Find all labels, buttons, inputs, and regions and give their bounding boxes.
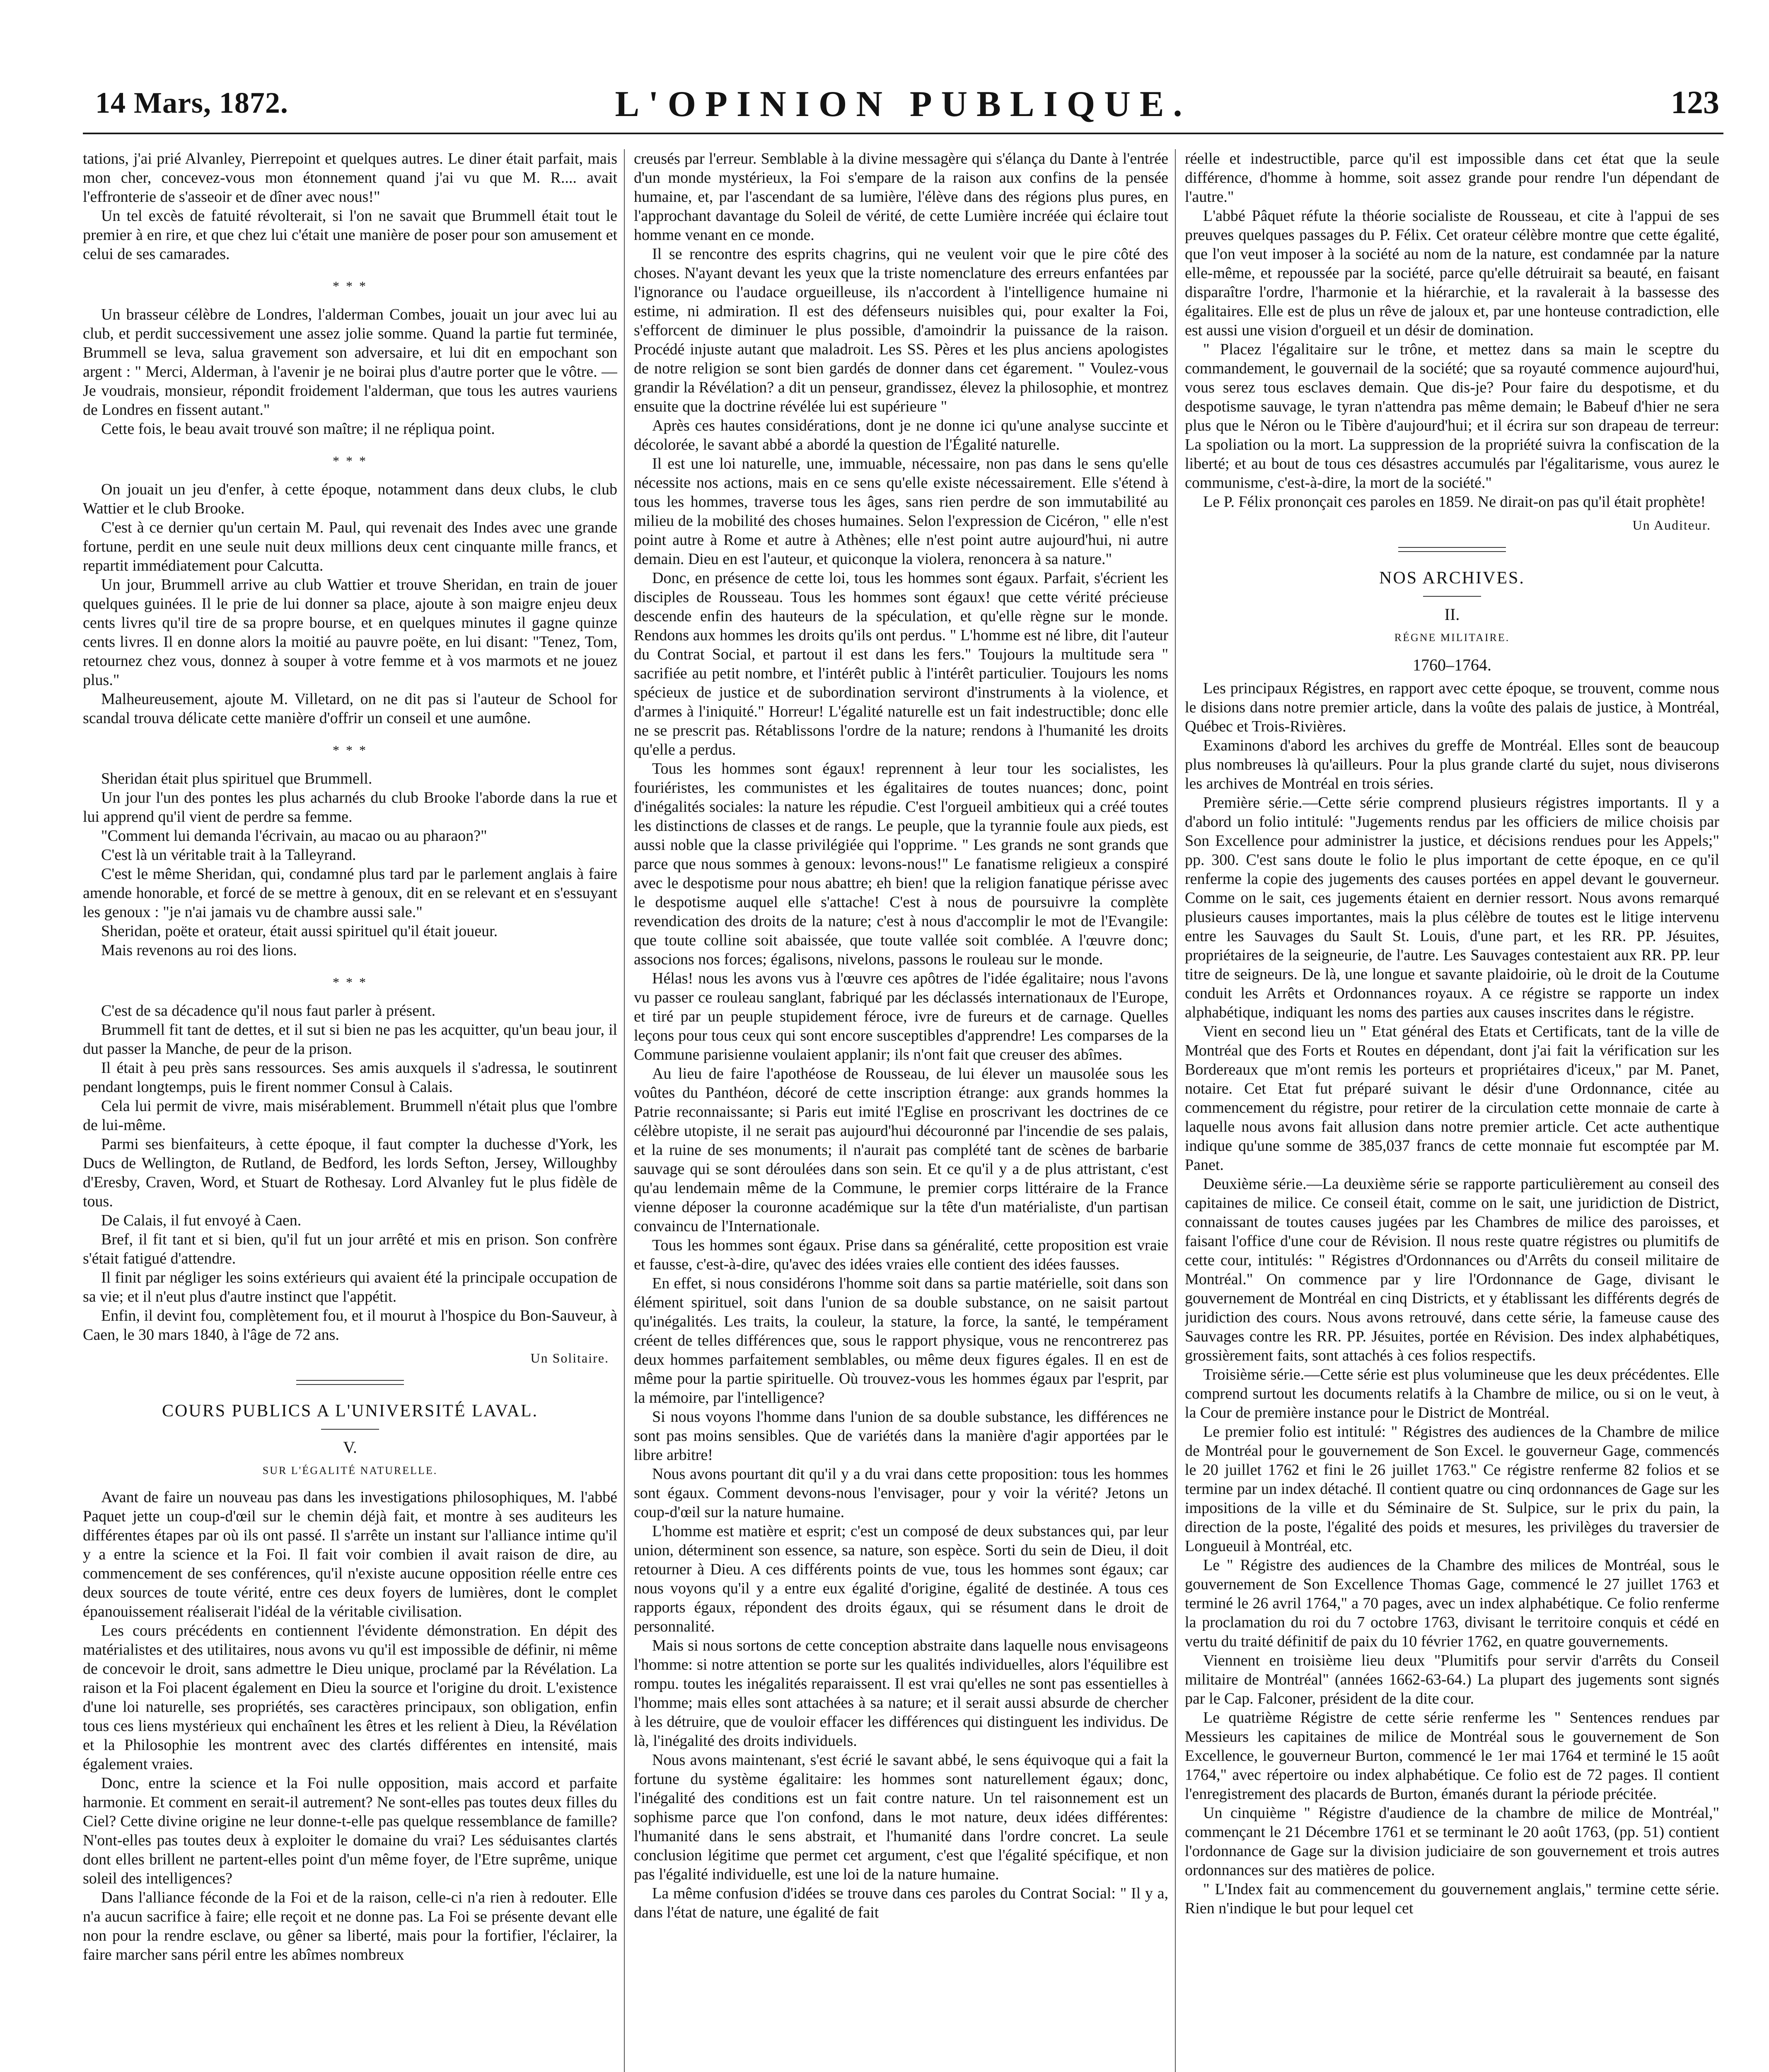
paragraph: Bref, il fit tant et si bien, qu'il fut un jour arrêté et mis en prison. Son confrère s'était fatigué d'attendre. [83,1231,617,1267]
paragraph: Les principaux Régistres, en rapport avec cette époque, se trouvent, comme nous le disions dans notre premier article, dans la voûte des palais de justice, à Montréal, Québec et Trois-Rivières. [1185,680,1719,735]
paragraph: Tous les hommes sont égaux! reprennent à leur tour les socialistes, les fouriéristes, les communistes et les égalitaires de toutes nuances; donc, point d'inégalités sociales: la nature les répudie. C'est l'orgueil ambitieux qui a créé toutes les distinctions de classes et de rangs. Le peuple, que la tyrannie foule aux pieds, est aussi noble que la classe privilégiée qui l'opprime. " Les grands ne sont grands que parce que nous sommes à genoux: levons-nous!" Le fanatisme religieux a conspiré avec le despotisme pour nous abattre; eh bien! que la religion fanatique périsse avec le despotisme auquel elle s'attache! C'est à nous de poursuivre la complète revendication des droits de la nature; c'est à nous d'accomplir le mot de l'Evangile: que toute colline soit abaissée, que toute vallée soit comblée. A l'œuvre donc; associons nos forces; égalisons, nivelons, passons le rouleau sur le monde. [634,760,1168,968]
article-heading: NOS ARCHIVES. [1379,569,1525,588]
paragraph: Un cinquième " Régistre d'audience de la chambre de milice de Montréal," commençant le 21 Décembre 1761 et se terminant le 20 août 1763, (pp. 51) contient l'ordonnance de Gage sur la division judiciaire de son gouvernement et trois autres ordonnances sur des matières de police. [1185,1804,1719,1879]
paragraph: C'est de sa décadence qu'il nous faut parler à présent. [101,1002,436,1019]
paragraph: Enfin, il devint fou, complètement fou, et il mourut à l'hospice du Bon-Sauveur, à Caen, le 30 mars 1840, à l'âge de 72 ans. [83,1307,617,1343]
paragraph: Troisième série.—Cette série est plus volumineuse que les deux précédentes. Elle comprend surtout les documents relatifs à la Chambre de milice, ou si on le veut, à la Cour de première instance pour le District de Montréal. [1185,1366,1719,1421]
paragraph: creusés par l'erreur. Semblable à la divine messagère qui s'élança du Dante à l'entrée d'un monde mystérieux, la Foi s'empare de la raison aux confins de la pensée humaine, et, par l'ascendant de sa lumière, l'élève dans des régions plus pures, en l'approchant davantage du Soleil de vérité, de cette Lumière incréée qui éclaire tout homme venant en ce monde. [634,150,1168,244]
paragraph: Brummell fit tant de dettes, et il sut si bien ne pas les acquitter, qu'un beau jour, il dut passer la Manche, de peur de la prison. [83,1021,617,1058]
masthead [83,83,1723,134]
paragraph: Mais si nous sortons de cette conception abstraite dans laquelle nous envisageons l'homme: si notre attention se porte sur les qualités individuelles, alors l'équilibre est rompu. toutes les inégalités reparaissent. Il est vrai qu'elles ne sont pas essentielles à l'homme; mais elles sont attachées à sa nature; et il serait aussi absurde de chercher à les détruire, que de vouloir effacer les différences qui distinguent les individus. De là, l'inégalité des droits individuels. [634,1637,1168,1750]
divider [321,1429,379,1430]
paragraph: C'est le même Sheridan, qui, condamné plus tard par le parlement anglais à faire amende honorable, et forcé de se mettre à genoux, dit en se relevant et en s'essuyant les genoux : "je n'ai jamais vu de chambre aussi sale." [83,865,617,921]
page-number: 123 [1671,84,1719,120]
paragraph: Les cours précédents en contiennent l'évidente démonstration. En dépit des matérialistes et des utilitaires, nous avons vu qu'il est impossible de définir, ni même de concevoir le droit, sans admettre le Dieu unique, proclamé par la Révélation. La raison et la Foi placent également en Dieu la source et l'origine du droit. L'existence d'une loi naturelle, ses propriétés, ses caractères principaux, son obligation, enfin tous ces liens mystérieux qui enchaînent les êtres et les relient à Dieu, la Révélation et la Philosophie les montrent avec des clartés différentes en intensité, mais également vraies. [83,1622,617,1773]
paragraph: Mais revenons au roi des lions. [101,942,297,959]
divider [296,1380,404,1385]
paragraph: Première série.—Cette série comprend plusieurs régistres importants. Il y a d'abord un folio intitulé: "Jugements rendus par les officiers de milice choisis par Son Excellence pour administrer la justice, et décisions rendues pour les Appels;" pp. 300. C'est sans doute le folio le plus important de cette époque, en ce qu'il renferme la copie des jugements des causes portées en appel devant le gouverneur. Comme on le sait, ces jugements étaient en dernier ressort. Nous avons remarqué plusieurs causes importantes, mais la plus célèbre de toutes est le litige intervenu entre les Sauvages du Sault St. Louis, d'une part, et les RR. PP. Jésuites, propriétaires de la seigneurie, de l'autre. Les Sauvages contestaient aux RR. PP. leur titre de seigneurs. De là, une longue et savante plaidoirie, où le droit de la Coutume conduit les Arrêts et Ordonnances royaux. A ce régistre se rapporte un index alphabétique, indiquant les noms des parties aux causes inscrites dans le régistre. [1185,794,1719,1021]
paragraph: "Comment lui demanda l'écrivain, au macao ou au pharaon?" [101,827,487,845]
paragraph: Sheridan était plus spirituel que Brummell. [101,770,372,787]
paragraph: Cette fois, le beau avait trouvé son maître; il ne répliqua point. [101,420,495,438]
paragraph: Sheridan, poëte et orateur, était aussi spirituel qu'il était joueur. [101,922,498,940]
section-separator: * * * [333,453,367,468]
paragraph: Le quatrième Régistre de cette série renferme les " Sentences rendues par Messieurs les capitaines de milice de Montréal sous le gouvernement de Son Excellence, le gouverneur Burton, commencé le 1er mai 1764 et terminé le 15 août 1764," avec répertoire ou index alphabétique. Ce folio est de 72 pages. Il contient l'enregistrement des placards de Burton, émanés durant la période précitée. [1185,1709,1719,1803]
paragraph: Un jour l'un des pontes les plus acharnés du club Brooke l'aborde dans la rue et lui apprend qu'il vient de perdre sa femme. [83,789,617,825]
paragraph: Le premier folio est intitulé: " Régistres des audiences de la Chambre de milice de Montréal pour le gouvernement de Son Excel. le gouverneur Gage, commencés le 20 juillet 1762 et fini le 26 juillet 1763." Ce régistre renferme 82 folios et se termine par un index détaché. Il contient quatre ou cinq ordonnances de Gage sur les impositions de la ville et du Séminaire de St. Sulpice, sur le prix du pain, la direction de la poste, l'égalité des poids et mesures, les privilèges du traversier de Longueuil à Montréal, etc. [1185,1423,1719,1555]
paragraph: Vient en second lieu un " Etat général des Etats et Certificats, tant de la ville de Montréal que des Forts et Routes en dépendant, dont j'ai fait la vérification sur les Bordereaux que m'ont remis les porteurs et propriétaires d'iceux," par M. Panet, notaire. Cet Etat fut préparé suivant le désir d'une Ordonnance, citée au commencement du régistre, pour retirer de la circulation cette monnaie de carte à laquelle nous avons fait allusion dans notre premier article. Cet acte authentique indique qu'une somme de 385,037 francs de cette monnaie fut escomptée par M. Panet. [1185,1023,1719,1174]
column-left [83,149,617,2072]
paragraph: Viennent en troisième lieu deux "Plumitifs pour servir d'arrêts du Conseil militaire de Montréal" (années 1662-63-64.) La plupart des jugements sont signés par le Cap. Falconer, président de la dite cour. [1185,1652,1719,1707]
paragraph: Cela lui permit de vivre, mais misérablement. Brummell n'était plus que l'ombre de lui-même. [83,1097,617,1134]
newspaper-title: L'OPINION PUBLIQUE. [615,84,1191,124]
paragraph: Il finit par négliger les soins extérieurs qui avaient été la principale occupation de sa vie; et il n'eut plus d'autre instinct que l'appétit. [83,1269,617,1305]
paragraph: Après ces hautes considérations, dont je ne donne ici qu'une analyse succinte et décolorée, le savant abbé a abordé la question de l'Égalité naturelle. [634,417,1168,453]
author-signature: Un Solitaire. [530,1351,609,1365]
divider [1423,596,1481,597]
paragraph: C'est à ce dernier qu'un certain M. Paul, qui revenait des Indes avec une grande fortune, perdit en une seule nuit deux millions deux cent cinquante mille francs, et repartit immédiatement pour Calcutta. [83,519,617,574]
paragraph: Donc, en présence de cette loi, tous les hommes sont égaux. Parfait, s'écrient les disciples de Rousseau. Tous les hommes sont égaux! que cette vérité précieuse descende enfin des hauteurs de la spéculation, et qu'elle règne sur le monde. Rendons aux hommes les droits qu'ils ont perdus. " L'homme est né libre, dit l'auteur du Contrat Social, et partout il est dans les fers." Toujours la multitude sera " sacrifiée au petit nombre, et l'intérêt public à l'intérêt particulier. Toujours les noms spécieux de justice et de subordination serviront d'instruments à la violence, et d'armes à l'iniquité." Horreur! L'égalité naturelle est un fait indestructible; donc elle ne se prescrit pas. Rétablissons l'ordre de la nature; rendons à l'humanité les droits qu'elle a perdus. [634,569,1168,758]
article-subheading: RÉGNE MILITAIRE. [1394,632,1510,644]
paragraph: En effet, si nous considérons l'homme soit dans sa partie matérielle, soit dans son élément spirituel, soit dans l'union de sa double substance, on ne saisit partout qu'inégalités. Les traits, la couleur, la stature, la force, la santé, le tempérament créent de telles différences que, sous le rapport physique, vous ne rencontrerez pas deux hommes parfaitement semblables, ou même deux figures égales. Il en est de même pour la partie spirituelle. Où trouvez-vous les hommes égaux par l'esprit, par la mémoire, par l'intelligence? [634,1275,1168,1406]
paragraph: Deuxième série.—La deuxième série se rapporte particulièrement au conseil des capitaines de milice. Ce conseil était, comme on le sait, une juridiction de District, connaissant de toutes causes jugées par les Chambres de milice des paroisses, et faisant l'office d'une cour de Révision. Il nous reste quatre régistres ou plumitifs de cette cour, intitulés: " Régistres d'Ordonnances ou d'Arrêts du conseil militaire de Montréal." On commence par y lire l'Ordonnance de Gage, divisant le gouvernement de Montréal en cinq Districts, et y établissant les différents degrés de juridiction des cours. Nous avons retrouvé, dans cette série, la fameuse cause des Sauvages contre les RR. PP. Jésuites, portée en Révision. Des index alphabétiques, grossièrement faits, sont attachés à ces folios respectifs. [1185,1175,1719,1364]
paragraph: L'homme est matière et esprit; c'est un composé de deux substances qui, par leur union, déterminent son essence, sa nature, son espèce. Sorti du sein de Dieu, il doit retourner à Dieu. A ces différents points de vue, tous les hommes sont égaux; car nous voyons qu'il y a entre eux égalité d'origine, égalité de destinée. A tous ces rapports égaux, répondent des droits égaux, qui se résument dans le droit de personnalité. [634,1523,1168,1635]
paragraph: Il était à peu près sans ressources. Ses amis auxquels il s'adressa, le soutinrent pendant longtemps, puis le firent nommer Consul à Calais. [83,1059,617,1096]
paragraph: Un jour, Brummell arrive au club Wattier et trouve Sheridan, en train de jouer quelques guinées. Il le prie de lui donner sa place, ajoute à son maigre enjeu deux cents livres qu'il tire de sa propre bourse, et en quelques minutes il gagne quinze cents livres. Il en donne alors la moitié au pauvre poëte, en lui disant: "Tenez, Tom, retournez chez vous, donnez à souper à votre femme et à vos marmots et ne jouez plus." [83,576,617,689]
paragraph: Un tel excès de fatuité révolterait, si l'on ne savait que Brummell était tout le premier à en rire, et que chez lui c'était une manière de poser pour son amusement et celui de ses camarades. [83,207,617,263]
paragraph: " L'Index fait au commencement du gouvernement anglais," termine cette série. Rien n'indique le but pour lequel cet [1185,1881,1719,1917]
column-divider [1175,149,1176,2072]
column-right [1185,149,1719,2072]
paragraph: Avant de faire un nouveau pas dans les investigations philosophiques, M. l'abbé Paquet jette un coup-d'œil sur le chemin déjà fait, et montre à ses auditeurs les différentes étapes par où ils ont passé. Il s'arrête un instant sur l'alliance intime qu'il y a entre la science et la Foi. Il fait voir combien il avait raison de dire, au commencement de ses conférences, qu'il n'existe aucune opposition réelle entre ces deux sources de toute vérité, entre ces deux foyers de lumières, dont le complet épanouissement réaliserait l'idéal de la véritable civilisation. [83,1489,617,1620]
paragraph: Hélas! nous les avons vus à l'œuvre ces apôtres de l'idée égalitaire; nous l'avons vu passer ce rouleau sanglant, fabriqué par les déclassés internationaux de l'Europe, et tiré par un peuple stupidement féroce, ivre de fureurs et de carnage. Quelles leçons pour tous ceux qui sont encore susceptibles d'apprendre! Les comparses de la Commune parisienne voulaient applanir; ils n'ont fait que creuser des abîmes. [634,970,1168,1063]
paragraph: Il est une loi naturelle, une, immuable, nécessaire, non pas dans le sens qu'elle nécessite nos actions, mais en ce sens qu'elle existe nécessairement. Elle s'étend à tous les hommes, traverse tous les âges, sans rien perdre de son immutabilité au milieu de la mobilité des choses humaines. Selon l'expression de Cicéron, " elle n'est point autre à Rome et autre à Athènes; elle n'est point autre aujourd'hui, ni autre demain. Dieu en est l'auteur, et quiconque la violera, renoncera à sa nature." [634,455,1168,568]
paragraph: Nous avons pourtant dit qu'il y a du vrai dans cette proposition: tous les hommes sont égaux. Comment devons-nous l'envisager, pour y voir la vérité? Jetons un coup-d'œil sur la nature humaine. [634,1465,1168,1521]
paragraph: L'abbé Pâquet réfute la théorie socialiste de Rousseau, et cite à l'appui de ses preuves quelques passages du P. Félix. Cet orateur célèbre montre que cette égalité, que l'on veut imposer à la société au nom de la nature, est condamnée par la nature elle-même, et repoussée par la société, parce qu'elle détruirait sa beauté, en faisant disparaître l'ordre, l'harmonie et la hiérarchie, et la ravalerait à la bassesse des égalitaires. Elle est de plus un rêve de jaloux et, par une honteuse contradiction, elle est aussi une vision d'orgueil et un désir de domination. [1185,207,1719,339]
paragraph: Au lieu de faire l'apothéose de Rousseau, de lui élever un mausolée sous les voûtes du Panthéon, décoré de cette inscription étrange: aux grands hommes la Patrie reconnaissante; si Paris eut imité l'Eglise en proscrivant les doctrines de ce célèbre utopiste, il ne serait pas aujourd'hui découronné par l'incendie de ses palais, et la ruine de ses monuments; il n'aurait pas complété tant de scènes de barbarie sauvage qui se sont déroulées dans son sein. Et ce qu'il y a de plus attristant, c'est qu'au lendemain même de la Commune, le premier corps littéraire de la France vienne déposer la couronne académique sur la tête d'un matérialiste, d'un partisan convaincu de l'Internationale. [634,1065,1168,1235]
section-separator: * * * [333,278,367,293]
article-number: V. [343,1438,357,1457]
article-subheading: SUR L'ÉGALITÉ NATURELLE. [262,1464,438,1477]
paragraph: Nous avons maintenant, s'est écrié le savant abbé, le sens équivoque qui a fait la fortune du système égalitaire: les hommes sont naturellement égaux; donc, l'inégalité des conditions est un fait contre nature. Un tel raisonnement est un sophisme parce que l'on confond, dans le mot nature, deux idées différentes: l'humanité dans le sens abstrait, et l'humanité dans l'ordre concret. La seule conclusion légitime que permet cet argument, c'est que l'égalité spécifique, et non pas l'égalité individuelle, est une loi de la nature humaine. [634,1751,1168,1883]
paragraph: Malheureusement, ajoute M. Villetard, on ne dit pas si l'auteur de School for scandal trouva délicate cette manière d'offrir un conseil et une aumône. [83,690,617,727]
paragraph: " Placez l'égalitaire sur le trône, et mettez dans sa main le sceptre du commandement, le gouvernail de la société; que sa royauté commence aujourd'hui, vous serez tous esclaves demain. Que dis-je? Pour faire du despotisme, et du despotisme sauvage, le tyran n'attendra pas même demain; le Babeuf d'hier ne sera plus que le Néron ou le Tibère d'aujourd'hui; et il écrira sur son drapeau de terreur: La spoliation ou la mort. La suppression de la propriété suivra la confiscation de la liberté; et au bout de tous ces désastres accumulés par l'égalitarisme, vous aurez le communisme, c'est-à-dire, la mort de la société." [1185,341,1719,491]
section-separator: * * * [333,743,367,758]
author-signature: Un Auditeur. [1632,518,1711,533]
paragraph: Le " Régistre des audiences de la Chambre des milices de Montréal, sous le gouvernement de Son Excellence Thomas Gage, commencé le 27 juillet 1763 et terminé le 26 avril 1764," a 70 pages, avec un index alphabétique. Ce folio renferme la proclamation du roi du 7 octobre 1763, divisant le territoire conquis et cédé en vertu du traité définitif de paix du 10 février 1762, en quatre gouvernements. [1185,1556,1719,1650]
paragraph: De Calais, il fut envoyé à Caen. [101,1212,302,1229]
divider [1398,547,1506,552]
paragraph: Il se rencontre des esprits chagrins, qui ne veulent voir que le pire côté des choses. N'ayant devant les yeux que la triste nomenclature des erreurs enfantées par l'ignorance ou l'audace orgueilleuse, ils n'accordent à l'intelligence humaine ni estime, ni admiration. Il est des défenseurs nuisibles qui, pour exalter la Foi, s'efforcent de diminuer le plus possible, d'amoindrir la puissance de la raison. Procédé injuste autant que maladroit. Les SS. Pères et les plus anciens apologistes de notre religion se sont bien gardés de donner dans cet égarement. " Voulez-vous grandir la Révélation? a dit un penseur, grandissez, élevez la philosophie, et montrez ensuite que la doctrine révélée lui est supérieure " [634,245,1168,415]
article-years: 1760–1764. [1413,656,1491,674]
paragraph: Dans l'alliance féconde de la Foi et de la raison, celle-ci n'a rien à redouter. Elle n'a aucun sacrifice à faire; elle reçoit et ne donne pas. La Foi se présente devant elle non pour la rendre esclave, ou gêner sa liberté, mais pour la fortifier, l'éclairer, la faire marcher sans péril entre les abîmes nombreux [83,1889,617,1963]
paragraph: La même confusion d'idées se trouve dans ces paroles du Contrat Social: " Il y a, dans l'état de nature, une égalité de fait [634,1885,1168,1921]
article-number: II. [1444,605,1460,624]
issue-date: 14 Mars, 1872. [95,86,288,119]
paragraph: Un brasseur célèbre de Londres, l'alderman Combes, jouait un jour avec lui au club, et perdit successivement une assez jolie somme. Quand la partie fut terminée, Brummell se leva, salua gravement son adversaire, et lui dit en empochant son argent : " Merci, Alderman, à l'avenir je ne boirai plus d'autre porter que le vôtre. — Je voudrais, monsieur, répondit froidement l'alderman, que tous les autres vauriens de Londres en fissent autant." [83,306,617,419]
paragraph: Le P. Félix prononçait ces paroles en 1859. Ne dirait-on pas qu'il était prophète! [1203,493,1706,511]
paragraph: Tous les hommes sont égaux. Prise dans sa généralité, cette proposition est vraie et fausse, c'est-à-dire, qu'avec des idées vraies elle contient des idées fausses. [634,1237,1168,1273]
paragraph: C'est là un véritable trait à la Talleyrand. [101,846,356,864]
paragraph: tations, j'ai prié Alvanley, Pierrepoint et quelques autres. Le diner était parfait, mais mon cher, concevez-vous mon étonnement quand j'ai vu que M. R.... avait l'effronterie de s'asseoir et de dîner avec nous!" [83,150,617,206]
column-divider [624,149,625,2072]
article-heading: COURS PUBLICS A L'UNIVERSITÉ LAVAL. [162,1402,538,1421]
paragraph: Examinons d'abord les archives du greffe de Montréal. Elles sont de beaucoup plus nombreuses là qu'ailleurs. Pour la plus grande clarté du sujet, nous diviserons les archives de Montréal en trois séries. [1185,737,1719,792]
paragraph: On jouait un jeu d'enfer, à cette époque, notamment dans deux clubs, le club Wattier et le club Brooke. [83,481,617,517]
column-middle [634,149,1168,2072]
paragraph: Parmi ses bienfaiteurs, à cette époque, il faut compter la duchesse d'York, les Ducs de Wellington, de Rutland, de Bedford, les lords Sefton, Jersey, Willoughby d'Eresby, Craven, Word, et Stuart de Rothesay. Lord Alvanley fut le plus fidèle de tous. [83,1135,617,1210]
paragraph: réelle et indestructible, parce qu'il est impossible dans cet état que la seule différence, d'homme à homme, soit assez grande pour rendre l'un dépendant de l'autre." [1185,150,1719,206]
section-separator: * * * [333,975,367,990]
paragraph: Si nous voyons l'homme dans l'union de sa double substance, les différences ne sont pas moins sensibles. Que de variétés dans la manière d'agir apportées par le libre arbitre! [634,1408,1168,1464]
paragraph: Donc, entre la science et la Foi nulle opposition, mais accord et parfaite harmonie. Et comment en serait-il autrement? Ne sont-elles pas toutes deux filles du Ciel? Cette divine origine ne leur donne-t-elle pas quelque ressemblance de famille? N'ont-elles pas toutes deux à exploiter le domaine du vrai? Les séduisantes clartés dont elles brillent ne partent-elles point d'un même foyer, de l'Etre suprême, unique soleil des intelligences? [83,1774,617,1887]
